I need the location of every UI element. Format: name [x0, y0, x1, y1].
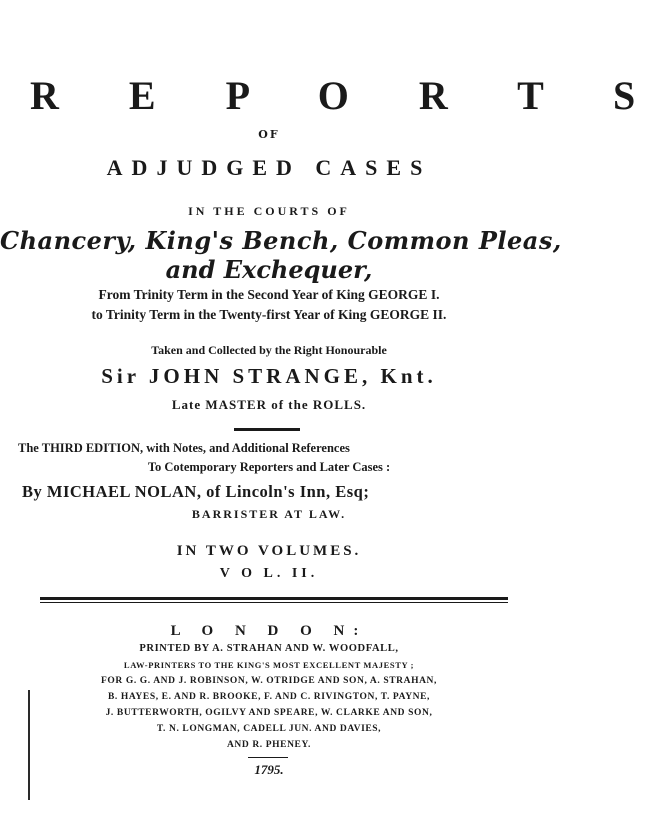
courts-list-line1: Chancery, King's Bench, Common Pleas,: [0, 226, 562, 255]
editor-title: BARRISTER AT LAW.: [191, 507, 347, 521]
imprint-booksellers-3: J. BUTTERWORTH, OGILVY AND SPEARE, W. CLARKE AND SON,: [105, 708, 433, 718]
imprint-city: L O N D O N:: [170, 623, 368, 639]
editor-line: By MICHAEL NOLAN, of Lincoln's Inn, Esq;: [22, 482, 370, 501]
author-name: Sir JOHN STRANGE, Knt.: [101, 364, 437, 388]
imprint-booksellers-4: T. N. LONGMAN, CADELL JUN. AND DAVIES,: [156, 724, 382, 734]
subtitle: ADJUDGED CASES: [106, 155, 432, 180]
imprint-year: 1795.: [254, 762, 284, 777]
imprint-booksellers-5: AND R. PHENEY.: [226, 740, 312, 750]
courts-list-line2: and Exchequer,: [165, 255, 373, 284]
volume-number: V O L. II.: [219, 566, 319, 581]
page-edge-shadow: [28, 690, 30, 800]
period-line2: to Trinity Term in the Twenty-first Year of King GEORGE II.: [91, 307, 447, 322]
of-word: OF: [258, 128, 280, 141]
short-rule: [234, 428, 300, 431]
period-line1: From Trinity Term in the Second Year of King GEORGE I.: [98, 287, 440, 302]
year-rule: [248, 757, 288, 758]
collected-by: Taken and Collected by the Right Honourable: [151, 343, 387, 357]
edition-continuation: To Cotemporary Reporters and Later Cases :: [147, 460, 391, 474]
edition-line: The THIRD EDITION, with Notes, and Additional References: [18, 441, 350, 455]
imprint-booksellers-1: FOR G. G. AND J. ROBINSON, W. OTRIDGE AND SON, A. STRAHAN,: [101, 676, 437, 686]
double-rule-thin: [40, 602, 508, 603]
imprint-printer-title: LAW-PRINTERS TO THE KING'S MOST EXCELLENT MAJESTY ;: [123, 660, 415, 670]
courts-intro: IN THE COURTS OF: [188, 204, 350, 218]
imprint-booksellers-2: B. HAYES, E. AND R. BROOKE, F. AND C. RIVINGTON, T. PAYNE,: [107, 692, 431, 702]
volumes-count: IN TWO VOLUMES.: [176, 543, 362, 559]
imprint-printer: PRINTED BY A. STRAHAN AND W. WOODFALL,: [139, 643, 399, 654]
main-title: R E P O R T S: [30, 73, 665, 118]
author-title: Late MASTER of the ROLLS.: [171, 397, 367, 412]
double-rule-thick: [40, 597, 508, 600]
